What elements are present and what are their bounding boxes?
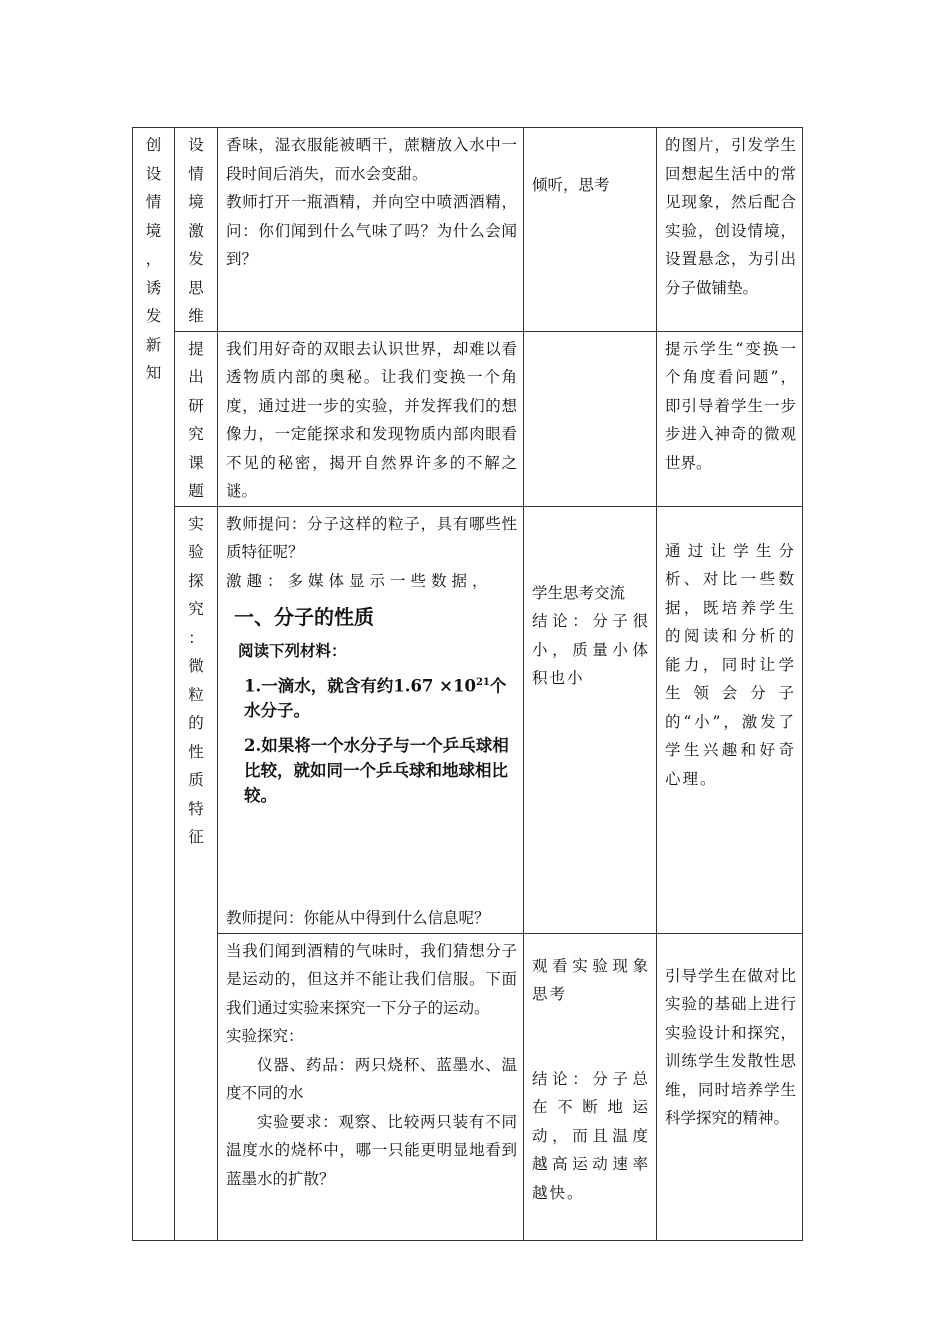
stage-label-cell: 创 设 情 境 ， 诱 发 新 知: [133, 128, 175, 1241]
content-paragraph: 香味，湿衣服能被晒干，蔗糖放入水中一段时间后消失，而水会变甜。: [226, 136, 517, 183]
student-activity-cell: 观看实验现象思考 结论：分子总在不断地运动，而且温度越高运动速率越快。: [524, 933, 657, 1240]
table-row: [133, 506, 803, 933]
teacher-activity-cell: [218, 128, 524, 332]
material-item: 1.一滴水，就含有约$1.67 \times 10^{21}$个水分子。: [244, 676, 507, 720]
design-intent-cell: 提示学生“变换一个角度看问题”，即引导着学生一步步进入神奇的微观世界。: [657, 331, 803, 506]
teacher-activity-cell: 我们用好奇的双眼去认识世界，却难以看透物质内部的奥秘。让我们变换一个角度，通过进一步的实验，并发挥我们的想像力，一定能探求和发现物质内部肉眼看不见的秘密，揭开自然界许多的不解之谜。: [218, 331, 524, 506]
step-label-cell: 设 情 境 激 发 思 维: [175, 128, 218, 332]
design-intent-cell: 的图片，引发学生回想起生活中的常见现象，然后配合实验，创设情境，设置悬念，为引出分子做铺垫。: [657, 128, 803, 332]
step-label-cell: 提 出 研 究 课 题: [175, 331, 218, 506]
student-activity-cell: 学生思考交流 结论：分子很小，质量小体积也小: [524, 506, 657, 933]
lesson-plan-table: [132, 127, 803, 1241]
design-intent-cell: 引导学生在做对比实验的基础上进行实验设计和探究，训练学生发散性思维，同时培养学生科学探究的精神。: [657, 933, 803, 1240]
student-activity-cell: [524, 331, 657, 506]
teacher-activity-cell: 当我们闻到酒精的气味时，我们猜想分子是运动的，但这并不能让我们信服。下面我们通过实验来探究一下分子的运动。 实验探究： 仪器、药品：两只烧杯、蓝墨水、温度不同的水 实验要求：观察、比较两只装有不同温度水的烧杯中，哪一只能更明显地看到蓝墨水的扩散？: [218, 933, 524, 1240]
table-row: [133, 128, 803, 332]
content-paragraph: 教师打开一瓶酒精，并向空中喷洒酒精，问：你们闻到什么气味了吗？为什么会闻到？: [226, 193, 517, 268]
step-label-cell: 实 验 探 究 ： 微 粒 的 性 质 特 征: [175, 506, 218, 1240]
teacher-activity-cell: 教师提问：分子这样的粒子，具有哪些性质特征呢？ 激趣：多媒体显示一些数据， 一、分子的性质 阅读下列材料： 1.一滴水，就含有约$1.67 \times 10^{21}$个水分子。 2.如果将一个水分子与一个乒乓球相比较，就如同一个乒乓球和地球相比较。 教师提问：你能从中得到什么信息呢？: [218, 506, 524, 933]
material-item: 2.如果将一个水分子与一个乒乓球相比较，就如同一个乒乓球和地球相比较。: [244, 736, 509, 805]
table-row: [133, 933, 803, 1240]
student-activity-cell: 倾听，思考: [524, 128, 657, 332]
table-row: [133, 331, 803, 506]
material-subheading: 阅读下列材料：: [238, 641, 347, 660]
design-intent-cell: 通过让学生分析、对比一些数据，既培养学生的阅读和分析的能力，同时让学生领会分子的“小”，激发了学生兴趣和好奇心理。: [657, 506, 803, 933]
section-heading: 一、分子的性质: [234, 605, 374, 629]
